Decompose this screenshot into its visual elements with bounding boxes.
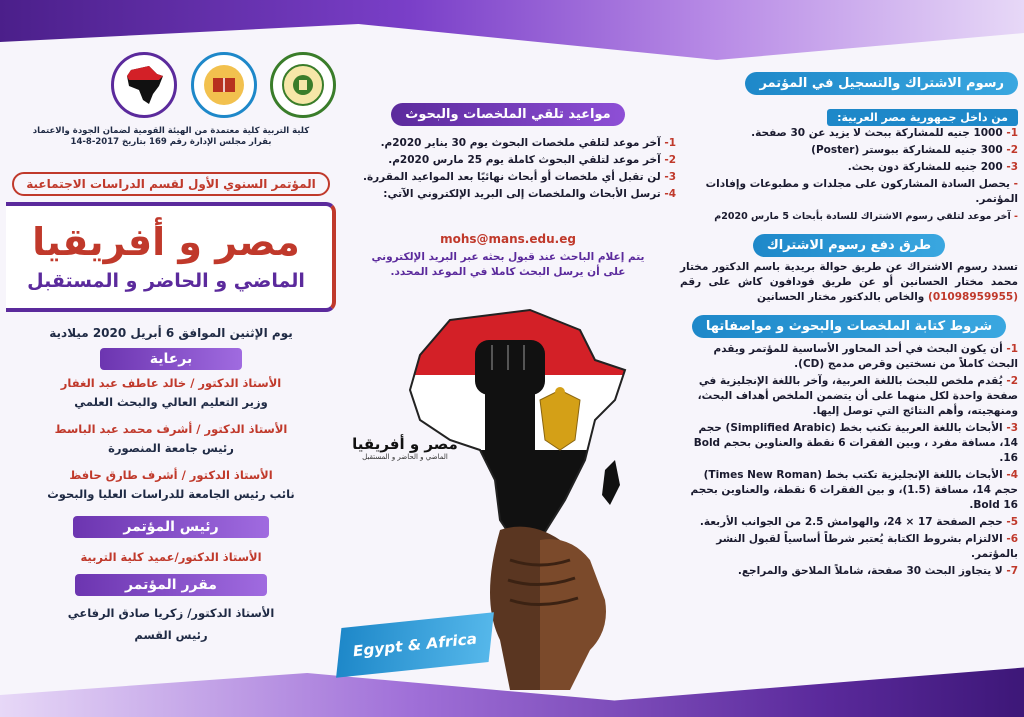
payment-phone: (01098959955) [928, 291, 1018, 303]
middle-panel [340, 50, 676, 670]
payment-header [680, 234, 1018, 257]
list-item: 1- 1000 جنيه للمشاركة ببحث لا يزيد عن 30 صفحة. [751, 127, 1018, 139]
list-item: - يحصل السادة المشاركون على مجلدات و مطبوعات وإفادات المؤتمر. [705, 178, 1018, 205]
patron-role: نائب رئيس الجامعة للدراسات العليا والبحوث [47, 487, 295, 501]
dates-title: مواعيد تلقي الملخصات والبحوث [391, 103, 624, 126]
africa-logo [111, 52, 177, 118]
list-item: 4- ترسل الأبحاث والملخصات إلى البريد الإلكتروني الآتي: [383, 188, 676, 200]
patron-role: رئيس جامعة المنصورة [108, 441, 234, 455]
list-item: 1- آخر موعد لتلقي ملخصات البحوث يوم 30 يناير 2020م. [380, 137, 676, 149]
patron-name: الأستاذ الدكتور / خالد عاطف عبد الغفار [60, 376, 282, 390]
payment-title: طرق دفع رسوم الاشتراك [753, 234, 945, 257]
patron-name: الأستاذ الدكتور / أشرف محمد عبد الباسط [54, 422, 288, 436]
chair-name: الأستاذ الدكتور/عميد كلية التربية [80, 550, 262, 564]
contact-email[interactable]: mohs@mans.edu.eg [440, 232, 576, 246]
list-item: 3- 200 جنيه للمشاركة دون بحث. [847, 161, 1018, 173]
list-item: 2- آخر موعد لتلقي البحوث كاملة يوم 25 مارس 2020م. [388, 154, 676, 166]
list-item: 3- الأبحاث باللغة العربية تكتب بخط (Simplified Arabic) حجم 14، مسافة مفرد ، وبين الفقرات 6 نقطة والعناوين بحجم Bold 16. [693, 422, 1018, 464]
chair-header [6, 516, 336, 538]
accreditation-text: كلية التربية كلية معتمدة من الهيئة القومية لضمان الجودة والاعتماد بقرار مجلس الإدارة رقم 169 بتاريخ 2017-8-14 [32, 126, 310, 147]
list-item: 7- لا يتجاوز البحث 30 صفحة، شاملاً الملاحق والمراجع. [737, 565, 1018, 577]
list-item: 3- لن تقبل أي ملخصات أو أبحاث نهائيًا بعد المواعيد المقررة. [362, 171, 676, 183]
left-panel [6, 50, 336, 670]
patron-role: وزير التعليم العالي والبحث العلمي [74, 395, 268, 409]
patronage-header [6, 348, 336, 370]
list-item: 6- الالتزام بشروط الكتابة يُعتبر شرطاً أساسياً لقبول النشر بالمؤتمر. [716, 533, 1018, 560]
rapporteur-title: مقرر المؤتمر [75, 574, 267, 596]
logo-title: مصر و أفريقيا [352, 435, 458, 453]
dates-list [340, 136, 676, 204]
eagle-emblem-icon [540, 387, 580, 450]
chair-title: رئيس المؤتمر [73, 516, 268, 538]
book-emblem-icon [199, 60, 249, 110]
conditions-header [680, 315, 1018, 338]
acceptance-note: يتم إعلام الباحث عند قبول بحثه عبر البريد الإلكتروني على أن يرسل البحث كاملا في الموعد المحدد. [371, 251, 645, 278]
conference-label: المؤتمر السنوي الأول لقسم الدراسات الاجتماعية [12, 172, 329, 196]
fees-list [680, 126, 1018, 226]
rapporteur-header [6, 574, 336, 596]
patronage-title: برعاية [100, 348, 243, 370]
conference-logo-text [340, 435, 470, 461]
clasped-hands-illustration [440, 520, 640, 690]
list-item: 2- يُقدم ملخص للبحث باللغة العربية، وآخر باللغة الإنجليزية في صفحة واحدة لكل منهما على أن يتضمن الملخص أهداف البحث، ومنهجيته، وأهم النتائج التي توصل إليها. [697, 375, 1018, 417]
logo-subtitle: الماضي و الحاضر و المستقبل [362, 453, 448, 461]
conference-date: يوم الإثنين الموافق 6 أبريل 2020 ميلادية [49, 326, 293, 340]
inside-egypt-header [680, 106, 1018, 126]
right-panel [680, 50, 1018, 670]
list-item: 5- حجم الصفحة 17 × 24، والهوامش 2.5 من الجوانب الأربعة. [699, 516, 1018, 528]
raised-fist-icon [475, 340, 545, 460]
university-seal-icon [278, 60, 328, 110]
africa-silhouette-icon [119, 60, 169, 110]
fees-title: رسوم الاشتراك والتسجيل في المؤتمر [745, 72, 1018, 95]
dates-header [340, 103, 676, 126]
conditions-list [680, 342, 1018, 581]
faculty-of-education-logo [191, 52, 257, 118]
mansoura-university-logo [270, 52, 336, 118]
main-subtitle: الماضي و الحاضر و المستقبل [27, 270, 305, 292]
inside-egypt-label: من داخل جمهورية مصر العربية: [827, 109, 1018, 126]
payment-text: تسدد رسوم الاشتراك عن طريق حوالة بريدية باسم الدكتور مختار محمد مختار الحسانين أو عن طريق فودافون كاش على رقم (01098959955) والخاص بالدكتور مختار الحسانين [680, 261, 1018, 303]
list-item: 1- أن يكون البحث في أحد المحاور الأساسية للمؤتمر ويقدم البحث كاملاً من نسختين وقرص مدمج (CD). [713, 343, 1018, 370]
patron-name: الأستاذ الدكتور / أشرف طارق حافظ [69, 468, 273, 482]
list-item: 4- الأبحاث باللغة الإنجليزية تكتب بخط (Times New Roman) حجم 14، مسافة (1.5)، و بين الفقرات 6 نقطة، والعناوين بحجم Bold 16. [690, 469, 1018, 511]
fees-header [680, 72, 1018, 95]
conditions-title: شروط كتابة الملخصات والبحوث و مواصفاتها [692, 315, 1006, 338]
list-item: 2- 300 جنيه للمشاركة ببوستر (Poster) [811, 144, 1018, 156]
rapporteur-name: الأستاذ الدكتور/ زكريا صادق الرفاعي [67, 606, 275, 620]
banner-text: Egypt & Africa [352, 629, 478, 661]
logos-row [111, 52, 336, 122]
rapporteur-role: رئيس القسم [134, 628, 208, 642]
list-item: - آخر موعد لتلقي رسوم الاشتراك للسادة بأبحاث 5 مارس 2020م [714, 211, 1018, 222]
main-title: مصر و أفريقيا [32, 220, 300, 264]
conference-label-box [6, 172, 336, 196]
